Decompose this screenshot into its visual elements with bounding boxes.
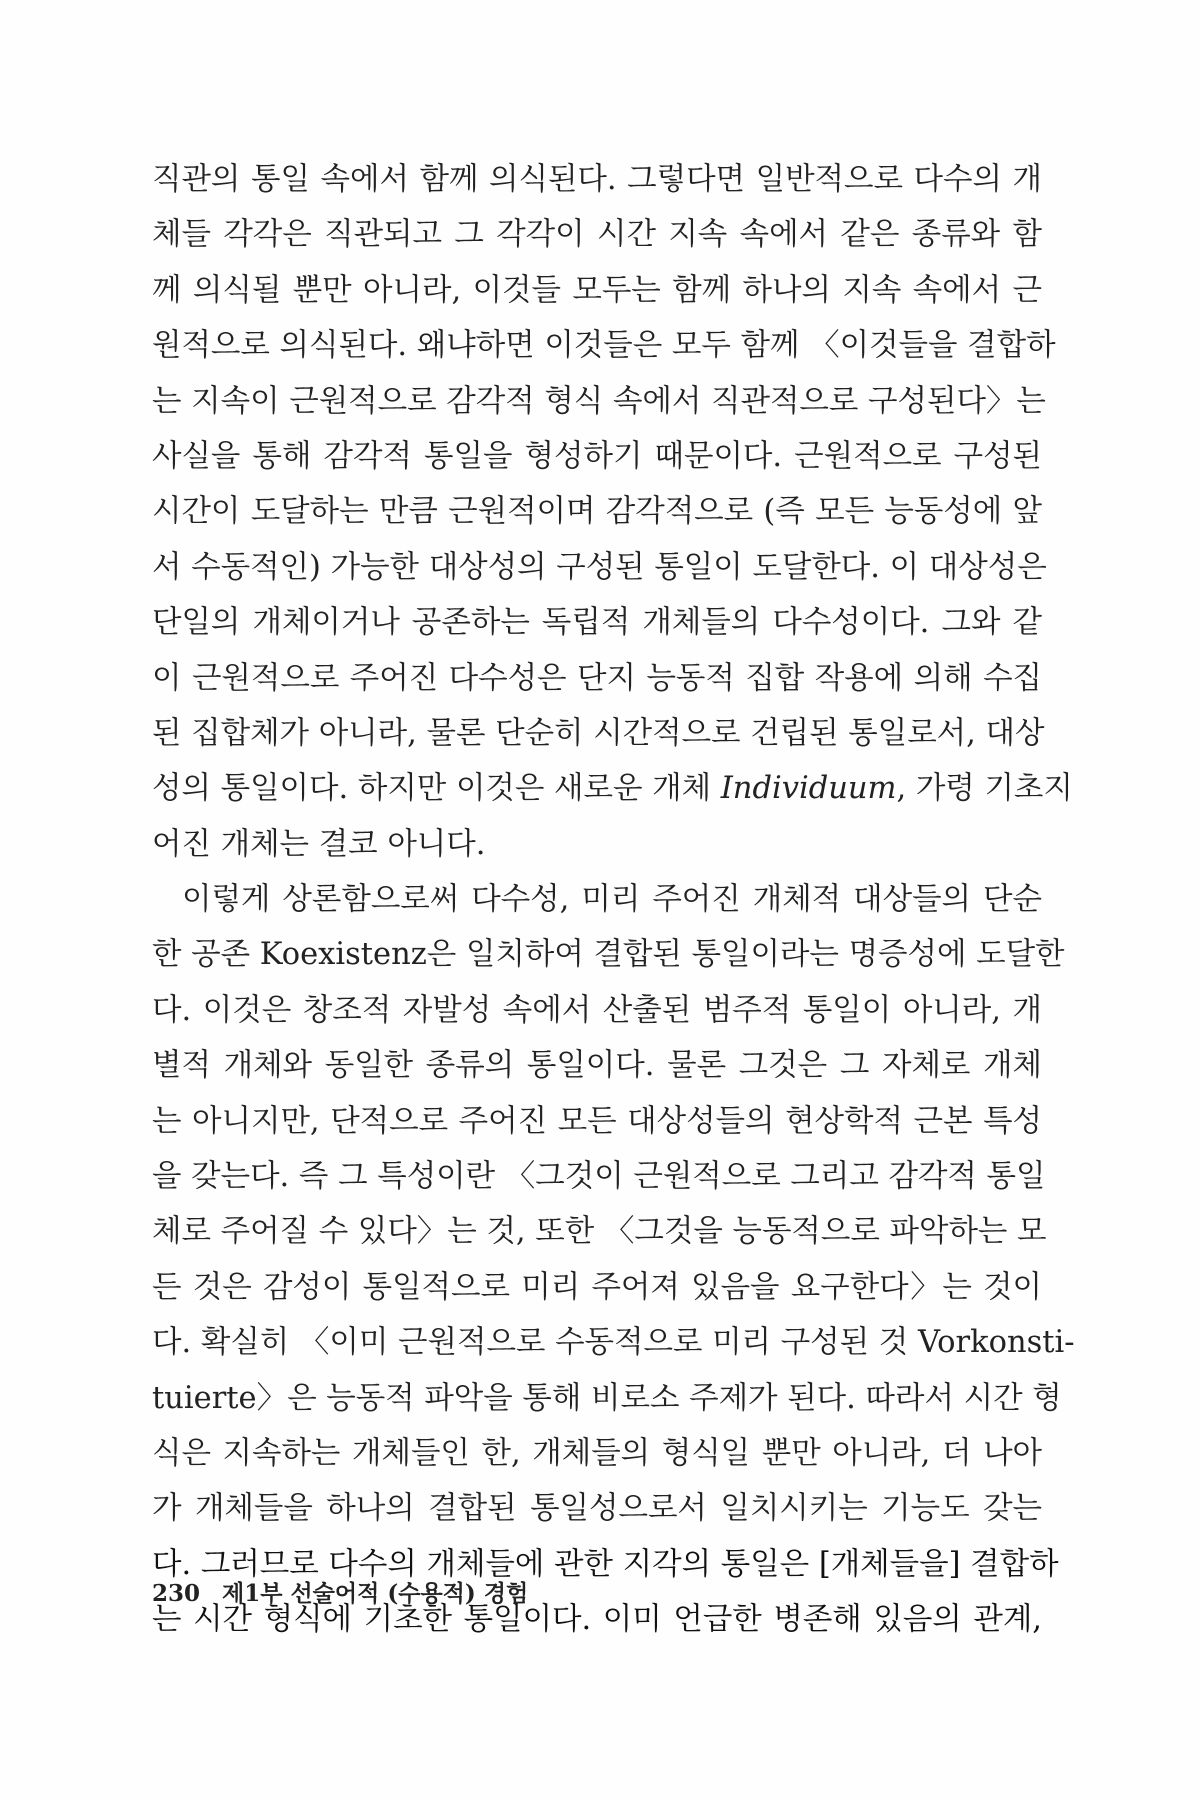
text-line: 어진 개체는 결코 아니다. [152, 826, 486, 862]
text-line: 서 수동적인) 가능한 대상성의 구성된 통일이 도달한다. 이 대상성은 [152, 549, 1047, 585]
text-line: 된 집합체가 아니라, 물론 단순히 시간적으로 건립된 통일로서, 대상 [152, 715, 1045, 751]
text-line: 는 아니지만, 단적으로 주어진 모든 대상성들의 현상학적 근본 특성 [152, 1103, 1042, 1139]
text-line: 한 공존 Koexistenz은 일치하여 결합된 통일이라는 명증성에 도달한 [152, 937, 1065, 973]
text-line: 직관의 통일 속에서 함께 의식된다. 그렇다면 일반적으로 다수의 개 [152, 162, 1042, 197]
text-line: 다. 확실히 〈이미 근원적으로 수동적으로 미리 구성된 것 Vorkonsti- [152, 1325, 1075, 1361]
text-line: 는 시간 형식에 기초한 통일이다. 이미 언급한 병존해 있음의 관계, [152, 1602, 1042, 1638]
text-line: 원적으로 의식된다. 왜냐하면 이것들은 모두 함께 〈이것들을 결합하 [152, 328, 1056, 364]
text-line: 든 것은 감성이 통일적으로 미리 주어져 있음을 요구한다〉는 것이 [152, 1269, 1042, 1305]
text-line: 체들 각각은 직관되고 그 각각이 시간 지속 속에서 같은 종류와 함 [152, 217, 1042, 253]
text-line: 다. 그러므로 다수의 개체들에 관한 지각의 통일은 [개체들을] 결합하 [152, 1546, 1059, 1582]
running-head: 제1부 선술어적 (수용적) 경험 [222, 1580, 529, 1607]
text-segment: , 가령 기초지 [896, 771, 1073, 807]
text-line-with-term [152, 761, 1073, 816]
german-term: Individuum [720, 771, 897, 807]
paragraph-1 [152, 152, 1073, 872]
page-number: 230 [152, 1580, 201, 1607]
body-text [152, 152, 1075, 1648]
text-line: 체로 주어질 수 있다〉는 것, 또한 〈그것을 능동적으로 파악하는 모 [152, 1214, 1047, 1250]
text-line: 이 근원적으로 주어진 다수성은 단지 능동적 집합 작용에 의해 수집 [152, 660, 1042, 696]
text-line: 는 지속이 근원적으로 감각적 형식 속에서 직관적으로 구성된다〉는 [152, 383, 1046, 419]
text-line: 사실을 통해 감각적 통일을 형성하기 때문이다. 근원적으로 구성된 [152, 438, 1042, 474]
text-segment: 성의 통일이다. 하지만 이것은 새로운 개체 [152, 771, 721, 807]
text-line: 이렇게 상론함으로써 다수성, 미리 주어진 개체적 대상들의 단순 [182, 882, 1042, 918]
text-line: 단일의 개체이거나 공존하는 독립적 개체들의 다수성이다. 그와 같 [152, 605, 1042, 641]
text-line: 께 의식될 뿐만 아니라, 이것들 모두는 함께 하나의 지속 속에서 근 [152, 272, 1042, 308]
text-line: 식은 지속하는 개체들인 한, 개체들의 형식일 뿐만 아니라, 더 나아 [152, 1435, 1042, 1471]
text-line: 시간이 도달하는 만큼 근원적이며 감각적으로 (즉 모든 능동성에 앞 [152, 494, 1042, 530]
text-line: 별적 개체와 동일한 종류의 통일이다. 물론 그것은 그 자체로 개체 [152, 1048, 1042, 1084]
text-line: 을 갖는다. 즉 그 특성이란 〈그것이 근원적으로 그리고 감각적 통일 [152, 1159, 1046, 1195]
text-line: 다. 이것은 창조적 자발성 속에서 산출된 범주적 통일이 아니라, 개 [152, 992, 1042, 1028]
text-line: 가 개체들을 하나의 결합된 통일성으로서 일치시키는 기능도 갖는 [152, 1491, 1042, 1527]
text-line: tuierte〉은 능동적 파악을 통해 비로소 주제가 된다. 따라서 시간 형 [152, 1380, 1062, 1416]
page-footer [152, 1575, 528, 1608]
paragraph-2 [152, 872, 1075, 1647]
